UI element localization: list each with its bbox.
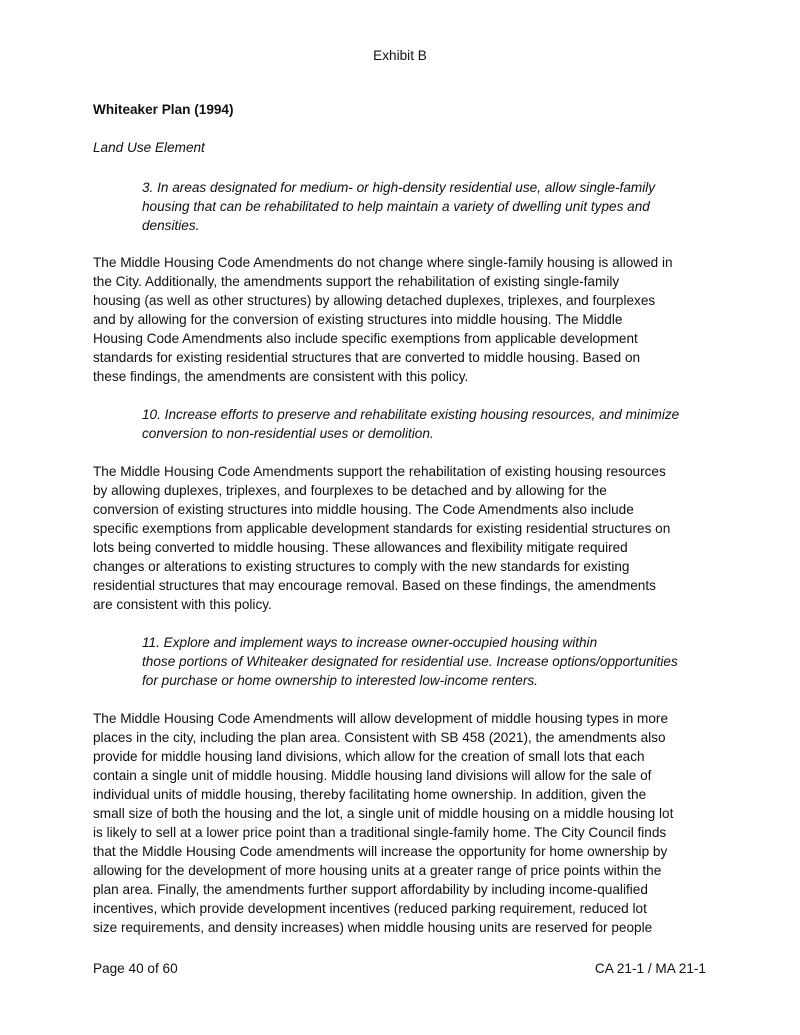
finding-paragraph: [93, 253, 673, 386]
text-line: that the Middle Housing Code amendments will increase the opportunity for home ownership by: [93, 844, 668, 859]
text-line: residential structures that may encourage removal. Based on these findings, the amendments: [93, 578, 656, 593]
text-line: The Middle Housing Code Amendments support the rehabilitation of existing housing resources: [93, 464, 666, 479]
text-line: for purchase or home ownership to interested low-income renters.: [142, 673, 538, 688]
text-line: changes or alterations to existing structures to comply with the new standards for existing: [93, 559, 630, 574]
subsection-title: Land Use Element: [93, 140, 205, 155]
text-line: conversion of existing structures into middle housing. The Code Amendments also include: [93, 502, 634, 517]
policy-quote: [142, 633, 678, 690]
text-line: size requirements, and density increases) when middle housing units are reserved for people: [93, 920, 653, 935]
exhibit-label: Exhibit B: [373, 48, 427, 63]
text-line: The Middle Housing Code Amendments will allow development of middle housing types in more: [93, 711, 669, 726]
finding-paragraph: [93, 709, 673, 937]
text-line: these findings, the amendments are consistent with this policy.: [93, 369, 469, 384]
text-line: provide for middle housing land divisions, which allow for the creation of small lots that each: [93, 749, 645, 764]
text-line: housing (as well as other structures) by allowing detached duplexes, triplexes, and fourplexes: [93, 293, 656, 308]
document-reference: CA 21-1 / MA 21-1: [594, 961, 706, 976]
page-number: Page 40 of 60: [93, 961, 178, 976]
text-line: individual units of middle housing, thereby facilitating home ownership. In addition, given the: [93, 787, 647, 802]
text-line: Housing Code Amendments also include specific exemptions from applicable development: [93, 331, 638, 346]
text-line: specific exemptions from applicable development standards for existing residential structures on: [93, 521, 671, 536]
text-line: are consistent with this policy.: [93, 597, 272, 612]
text-line: conversion to non-residential uses or demolition.: [142, 426, 434, 441]
section-heading: Whiteaker Plan (1994): [93, 102, 234, 117]
text-line: standards for existing residential structures that are converted to middle housing. Based on: [93, 350, 641, 365]
policy-quote: [142, 405, 679, 443]
text-line: incentives, which provide development incentives (reduced parking requirement, reduced lot: [93, 901, 647, 916]
text-line: 3. In areas designated for medium- or high-density residential use, allow single-family: [142, 180, 656, 195]
text-line: housing that can be rehabilitated to help maintain a variety of dwelling unit types and: [142, 199, 650, 214]
text-line: plan area. Finally, the amendments further support affordability by including income-qualified: [93, 882, 648, 897]
text-line: The Middle Housing Code Amendments do not change where single-family housing is allowed in: [93, 255, 673, 270]
text-line: 10. Increase efforts to preserve and rehabilitate existing housing resources, and minimize: [142, 407, 680, 422]
text-line: lots being converted to middle housing. These allowances and flexibility mitigate required: [93, 540, 628, 555]
finding-paragraph: [93, 462, 670, 614]
text-line: densities.: [142, 218, 200, 233]
text-line: contain a single unit of middle housing. Middle housing land divisions will allow for the sale of: [93, 768, 652, 783]
text-line: is likely to sell at a lower price point than a traditional single-family home. The City Council finds: [93, 825, 667, 840]
text-line: and by allowing for the conversion of existing structures into middle housing. The Middle: [93, 312, 623, 327]
text-line: small size of both the housing and the lot, a single unit of middle housing on a middle housing lot: [93, 806, 674, 821]
text-line: those portions of Whiteaker designated for residential use. Increase options/opportunities: [142, 654, 678, 669]
text-line: places in the city, including the plan area. Consistent with SB 458 (2021), the amendments also: [93, 730, 666, 745]
text-line: 11. Explore and implement ways to increase owner-occupied housing within: [142, 635, 598, 650]
text-line: by allowing duplexes, triplexes, and fourplexes to be detached and by allowing for the: [93, 483, 607, 498]
text-line: the City. Additionally, the amendments support the rehabilitation of existing single-family: [93, 274, 620, 289]
text-line: allowing for the development of more housing units at a greater range of price points within the: [93, 863, 662, 878]
policy-quote: [142, 178, 655, 235]
